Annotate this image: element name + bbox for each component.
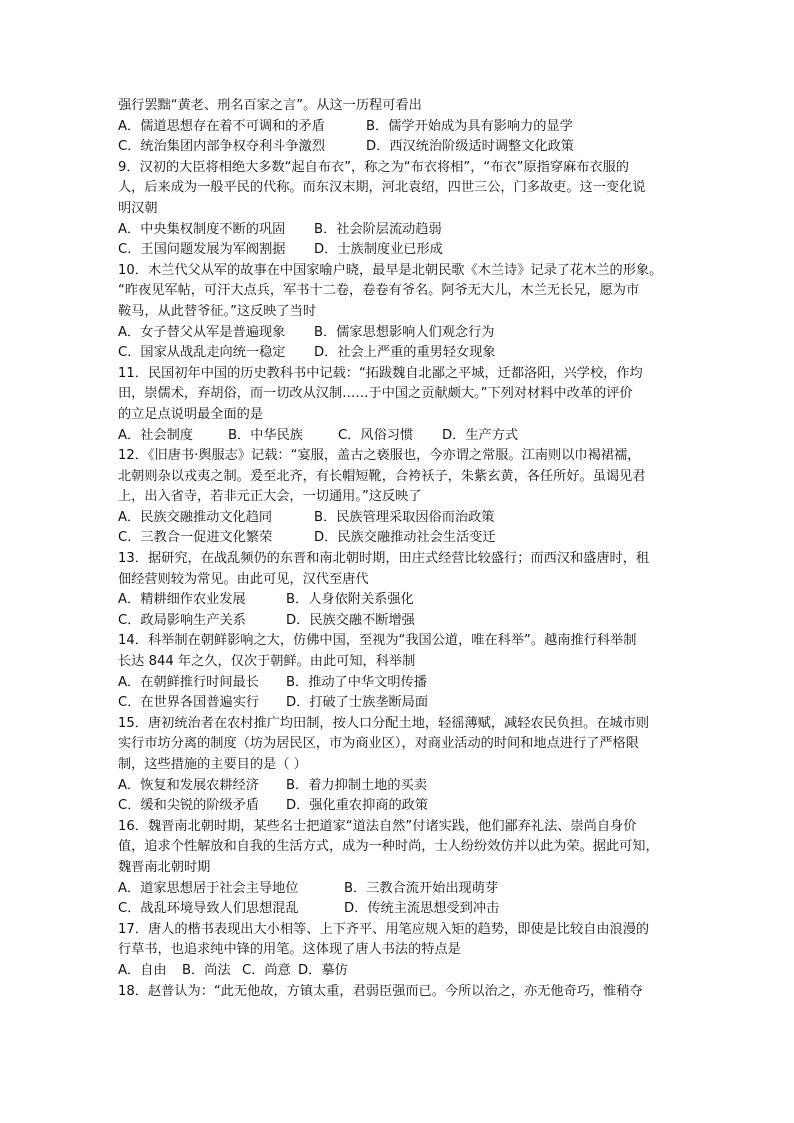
q10-stem-line-2: “昨夜见军帖，可汗大点兵，军书十二卷，卷卷有爷名。阿爷无大儿，木兰无长兄，愿为市 [118, 283, 640, 299]
q12-option-b: B．民族管理采取因俗而治政策 [314, 509, 495, 525]
q8-options-row-2 [118, 137, 678, 158]
q17-stem-line-1: 17．唐人的楷书表现出大小相等、上下齐平、用笔应规入矩的趋势，即使是比较自由浪漫的 [118, 921, 650, 937]
q12-stem-line-1: 12．《旧唐书·舆服志》记载：“宴服，盖古之亵服也，今亦谓之常服。江南则以巾褐裙襦， [118, 448, 641, 464]
q9-stem-line-2: 人，后来成为一般平民的代称。而东汉末期，河北袁绍，四世三公，门多故吏。这一变化说 [118, 180, 646, 196]
q11-options-row [118, 426, 678, 447]
q14-options-row-2 [118, 693, 678, 714]
q12-options-row-1 [118, 508, 678, 529]
q13-options-row-2 [118, 611, 678, 632]
q9-stem-line-1: 9．汉初的大臣将相绝大多数“起自布衣”，称之为“布衣将相”，“布衣”原指穿麻布衣服的 [118, 159, 629, 175]
q16-options-row-2 [118, 899, 678, 920]
q8-option-b: B．儒学开始成为具有影响力的显学 [366, 118, 573, 134]
q13-option-d: D．民族交融不断增强 [286, 612, 415, 628]
q11-stem-line-2: 田，崇儒术，弃胡俗，而一切改从汉制……于中国之贡献颇大。”下列对材料中改革的评价 [118, 386, 633, 402]
q14-option-d: D．打破了士族垄断局面 [286, 695, 429, 711]
q10-stem-line-3: 鞍马，从此替爷征。”这反映了当时 [118, 303, 317, 319]
q9-options-row-2 [118, 240, 678, 261]
q11-option-d: D．生产方式 [442, 427, 519, 443]
q11-stem-line-3: 的立足点说明最全面的是 [118, 406, 264, 422]
q16-option-a: A．道家思想居于社会主导地位 [118, 880, 299, 896]
q10-options-row-2 [118, 343, 678, 364]
q15-option-b: B．着力抑制土地的买卖 [286, 777, 427, 793]
q14-option-b: B．推动了中华文明传播 [286, 674, 427, 690]
q17-option-b: B．尚法 [182, 962, 231, 978]
q8-stem-tail: 强行罢黜“黄老、刑名百家之言”。从这一历程可看出 [118, 98, 422, 113]
q11-option-b: B．中华民族 [228, 427, 303, 443]
q12-option-c: C．三教合一促进文化繁荣 [118, 530, 273, 546]
q14-stem-line-2: 长达 844 年之久，仅次于朝鲜。由此可知，科举制 [118, 654, 416, 670]
q14-option-c: C．在世界各国普遍实行 [118, 695, 260, 711]
q12-stem-line-2: 北朝则杂以戎夷之制。爰至北齐，有长帽短靴，合袴袄子，朱紫玄黄，各任所好。虽谒见君 [118, 468, 646, 484]
q14-stem-line-1: 14．科举制在朝鲜影响之大，仿佛中国，至视为“我国公道，唯在科举”。越南推行科举制 [118, 633, 637, 649]
q8-option-a: A．儒道思想存在着不可调和的矛盾 [118, 118, 325, 134]
q15-stem-line-3: 制，这些措施的主要目的是（ ） [118, 757, 307, 772]
q13-option-a: A．精耕细作农业发展 [118, 592, 246, 608]
q13-stem-line-1: 13．据研究，在战乱频仍的东晋和南北朝时期，田庄式经营比较盛行；而西汉和盛唐时，租 [118, 551, 650, 567]
q9-option-c: C．王国问题发展为军阀割据 [118, 242, 286, 258]
q17-option-a: A．自由 [118, 962, 167, 978]
q9-option-b: B．社会阶层流动趋弱 [314, 221, 442, 237]
q11-stem-line-1: 11．民国初年中国的历史教科书中记载：“拓跋魏自北鄙之平城，迁都洛阳，兴学校，作均 [118, 365, 643, 381]
q17-option-c: C．尚意 [242, 962, 291, 978]
q15-stem-line-2: 实行市坊分离的制度（坊为居民区，市为商业区），对商业活动的时间和地点进行了严格限 [118, 736, 639, 752]
q12-stem-line-3: 上，出入省寺，若非元正大会，一切通用。”这反映了 [118, 489, 422, 505]
q15-option-d: D．强化重农抑商的政策 [286, 798, 429, 814]
q16-option-c: C．战乱环境导致人们思想混乱 [118, 901, 299, 917]
q8-option-d: D．西汉统治阶级适时调整文化政策 [366, 139, 574, 155]
q18-stem-line-1: 18．赵普认为：“此无他故，方镇太重，君弱臣强而已。今所以治之，亦无他奇巧，惟稍夺 [118, 983, 643, 999]
q17-option-d: D．摹仿 [298, 962, 348, 978]
q10-option-c: C．国家从战乱走向统一稳定 [118, 345, 286, 361]
q15-option-c: C．缓和尖锐的阶级矛盾 [118, 798, 260, 814]
question-list [118, 96, 678, 1002]
q16-stem-line-1: 16．魏晋南北朝时期，某些名士把道家“道法自然”付诸实践，他们鄙弃礼法、崇尚自身价 [118, 818, 637, 834]
q14-option-a: A．在朝鲜推行时间最长 [118, 674, 259, 690]
q9-option-a: A．中央集权制度不断的巩固 [118, 221, 286, 237]
q11-option-c: C．风俗习惯 [338, 427, 414, 443]
q15-option-a: A．恢复和发展农耕经济 [118, 777, 259, 793]
q13-options-row-1 [118, 590, 678, 611]
q11-option-a: A．社会制度 [118, 427, 193, 443]
q14-options-row-1 [118, 673, 678, 694]
q16-options-row-1 [118, 879, 678, 900]
q16-option-b: B．三教合流开始出现萌芽 [344, 880, 499, 896]
q10-option-a: A．女子替父从军是普遍现象 [118, 324, 286, 340]
q10-option-b: B．儒家思想影响人们观念行为 [314, 324, 495, 340]
q10-stem-line-1: 10．木兰代父从军的故事在中国家喻户晓，最早是北朝民歌《木兰诗》记录了花木兰的形象。 [118, 262, 663, 278]
q16-option-d: D．传统主流思想受到冲击 [344, 901, 500, 917]
q8-option-c: C．统治集团内部争权夺利斗争激烈 [118, 139, 326, 155]
q8-options-row-1 [118, 117, 678, 138]
q10-option-d: D．社会上严重的重男轻女现象 [314, 345, 496, 361]
q13-option-c: C．政局影响生产关系 [118, 612, 246, 628]
q9-options-row-1 [118, 220, 678, 241]
q15-stem-line-1: 15．唐初统治者在农村推广均田制，按人口分配土地，轻徭薄赋，减轻农民负担。在城市则 [118, 715, 650, 731]
q12-options-row-2 [118, 528, 678, 549]
q17-stem-line-2: 行草书，也追求纯中锋的用笔。这体现了唐人书法的特点是 [118, 942, 461, 958]
q16-stem-line-2: 值，追求个性解放和自我的生活方式，成为一种时尚，士人纷纷效仿并以此为荣。据此可知， [118, 839, 659, 855]
q15-options-row-1 [118, 776, 678, 797]
q17-options-row [118, 961, 678, 982]
q16-stem-line-3: 魏晋南北朝时期 [118, 859, 211, 875]
q13-option-b: B．人身依附关系强化 [286, 592, 414, 608]
q13-stem-line-2: 佃经营则较为常见。由此可见，汉代至唐代 [118, 571, 369, 587]
q9-option-d: D．士族制度业已形成 [314, 242, 443, 258]
q10-options-row-1 [118, 323, 678, 344]
q9-stem-line-3: 明汉朝 [118, 200, 158, 216]
q12-option-d: D．民族交融推动社会生活变迁 [314, 530, 496, 546]
q12-option-a: A．民族交融推动文化趋同 [118, 509, 273, 525]
q15-options-row-2 [118, 796, 678, 817]
